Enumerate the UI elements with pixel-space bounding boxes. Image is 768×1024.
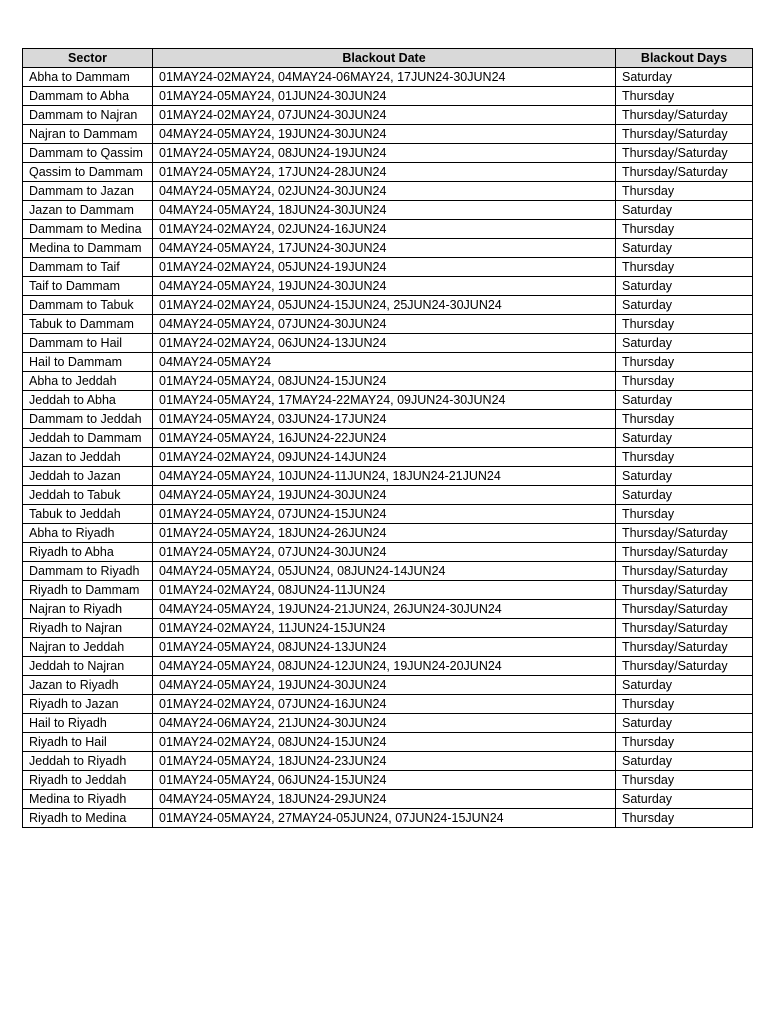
blackout-days-cell: Saturday (616, 239, 753, 258)
blackout-date-cell: 01MAY24-05MAY24, 01JUN24-30JUN24 (153, 87, 616, 106)
sector-cell: Riyadh to Najran (23, 619, 153, 638)
sector-cell: Abha to Riyadh (23, 524, 153, 543)
blackout-date-cell: 01MAY24-05MAY24, 08JUN24-15JUN24 (153, 372, 616, 391)
sector-cell: Taif to Dammam (23, 277, 153, 296)
blackout-date-cell: 04MAY24-06MAY24, 21JUN24-30JUN24 (153, 714, 616, 733)
blackout-days-cell: Thursday (616, 258, 753, 277)
table-row (23, 619, 753, 638)
blackout-days-cell: Thursday/Saturday (616, 581, 753, 600)
sector-cell: Jeddah to Riyadh (23, 752, 153, 771)
sector-cell: Dammam to Hail (23, 334, 153, 353)
blackout-date-cell: 01MAY24-05MAY24, 18JUN24-26JUN24 (153, 524, 616, 543)
blackout-date-cell: 01MAY24-02MAY24, 02JUN24-16JUN24 (153, 220, 616, 239)
blackout-date-cell: 01MAY24-02MAY24, 07JUN24-30JUN24 (153, 106, 616, 125)
blackout-date-cell: 04MAY24-05MAY24, 19JUN24-30JUN24 (153, 277, 616, 296)
blackout-days-cell: Thursday (616, 771, 753, 790)
table-row (23, 106, 753, 125)
table-row (23, 334, 753, 353)
table-row (23, 182, 753, 201)
blackout-days-cell: Saturday (616, 391, 753, 410)
table-row (23, 543, 753, 562)
blackout-date-cell: 01MAY24-02MAY24, 05JUN24-15JUN24, 25JUN24-30JUN24 (153, 296, 616, 315)
sector-cell: Dammam to Medina (23, 220, 153, 239)
blackout-date-cell: 01MAY24-02MAY24, 11JUN24-15JUN24 (153, 619, 616, 638)
sector-cell: Riyadh to Abha (23, 543, 153, 562)
blackout-days-cell: Thursday (616, 695, 753, 714)
blackout-date-cell: 04MAY24-05MAY24, 19JUN24-30JUN24 (153, 676, 616, 695)
blackout-days-cell: Thursday/Saturday (616, 562, 753, 581)
blackout-date-cell: 01MAY24-05MAY24, 08JUN24-13JUN24 (153, 638, 616, 657)
blackout-days-cell: Saturday (616, 334, 753, 353)
blackout-date-cell: 04MAY24-05MAY24, 17JUN24-30JUN24 (153, 239, 616, 258)
table-row (23, 790, 753, 809)
sector-cell: Tabuk to Jeddah (23, 505, 153, 524)
sector-cell: Jazan to Dammam (23, 201, 153, 220)
blackout-days-cell: Thursday/Saturday (616, 638, 753, 657)
table-row (23, 372, 753, 391)
table-row (23, 258, 753, 277)
blackout-date-cell: 01MAY24-05MAY24, 07JUN24-30JUN24 (153, 543, 616, 562)
blackout-date-cell: 04MAY24-05MAY24, 02JUN24-30JUN24 (153, 182, 616, 201)
sector-cell: Dammam to Jazan (23, 182, 153, 201)
table-row (23, 201, 753, 220)
blackout-days-cell: Thursday (616, 315, 753, 334)
blackout-date-cell: 04MAY24-05MAY24, 07JUN24-30JUN24 (153, 315, 616, 334)
blackout-date-cell: 01MAY24-02MAY24, 07JUN24-16JUN24 (153, 695, 616, 714)
blackout-date-cell: 01MAY24-05MAY24, 06JUN24-15JUN24 (153, 771, 616, 790)
table-row (23, 296, 753, 315)
table-row (23, 600, 753, 619)
blackout-days-cell: Saturday (616, 752, 753, 771)
table-row (23, 638, 753, 657)
table-row (23, 277, 753, 296)
blackout-date-cell: 04MAY24-05MAY24, 19JUN24-30JUN24 (153, 125, 616, 144)
sector-cell: Hail to Riyadh (23, 714, 153, 733)
header-sector: Sector (23, 49, 153, 68)
blackout-days-cell: Saturday (616, 277, 753, 296)
sector-cell: Qassim to Dammam (23, 163, 153, 182)
blackout-date-cell: 01MAY24-02MAY24, 08JUN24-15JUN24 (153, 733, 616, 752)
sector-cell: Dammam to Najran (23, 106, 153, 125)
blackout-table (22, 48, 753, 828)
table-row (23, 87, 753, 106)
sector-cell: Abha to Jeddah (23, 372, 153, 391)
blackout-days-cell: Saturday (616, 201, 753, 220)
table-row (23, 581, 753, 600)
blackout-date-cell: 01MAY24-05MAY24, 18JUN24-23JUN24 (153, 752, 616, 771)
blackout-date-cell: 01MAY24-05MAY24, 07JUN24-15JUN24 (153, 505, 616, 524)
blackout-days-cell: Thursday (616, 220, 753, 239)
table-row (23, 410, 753, 429)
table-row (23, 657, 753, 676)
sector-cell: Abha to Dammam (23, 68, 153, 87)
table-row (23, 125, 753, 144)
table-row (23, 315, 753, 334)
table-row (23, 163, 753, 182)
blackout-date-cell: 01MAY24-02MAY24, 04MAY24-06MAY24, 17JUN24-30JUN24 (153, 68, 616, 87)
sector-cell: Riyadh to Medina (23, 809, 153, 828)
blackout-days-cell: Saturday (616, 467, 753, 486)
blackout-date-cell: 04MAY24-05MAY24, 10JUN24-11JUN24, 18JUN24-21JUN24 (153, 467, 616, 486)
table-row (23, 809, 753, 828)
table-row (23, 239, 753, 258)
blackout-date-cell: 01MAY24-05MAY24, 27MAY24-05JUN24, 07JUN24-15JUN24 (153, 809, 616, 828)
sector-cell: Najran to Jeddah (23, 638, 153, 657)
sector-cell: Dammam to Jeddah (23, 410, 153, 429)
table-row (23, 144, 753, 163)
table-body (23, 68, 753, 828)
sector-cell: Riyadh to Jazan (23, 695, 153, 714)
blackout-date-cell: 01MAY24-05MAY24, 17MAY24-22MAY24, 09JUN24-30JUN24 (153, 391, 616, 410)
sector-cell: Tabuk to Dammam (23, 315, 153, 334)
blackout-date-cell: 01MAY24-02MAY24, 05JUN24-19JUN24 (153, 258, 616, 277)
blackout-days-cell: Thursday/Saturday (616, 524, 753, 543)
table-row (23, 220, 753, 239)
table-row (23, 486, 753, 505)
sector-cell: Jazan to Riyadh (23, 676, 153, 695)
blackout-days-cell: Thursday/Saturday (616, 106, 753, 125)
header-blackout-date: Blackout Date (153, 49, 616, 68)
blackout-days-cell: Thursday (616, 353, 753, 372)
sector-cell: Dammam to Tabuk (23, 296, 153, 315)
sector-cell: Dammam to Taif (23, 258, 153, 277)
table-row (23, 467, 753, 486)
table-row (23, 771, 753, 790)
blackout-days-cell: Thursday (616, 372, 753, 391)
sector-cell: Jeddah to Tabuk (23, 486, 153, 505)
blackout-days-cell: Saturday (616, 296, 753, 315)
header-row (23, 49, 753, 68)
blackout-days-cell: Thursday/Saturday (616, 657, 753, 676)
sector-cell: Medina to Riyadh (23, 790, 153, 809)
blackout-days-cell: Thursday/Saturday (616, 600, 753, 619)
sector-cell: Jazan to Jeddah (23, 448, 153, 467)
blackout-days-cell: Saturday (616, 429, 753, 448)
blackout-days-cell: Thursday (616, 733, 753, 752)
table-row (23, 695, 753, 714)
blackout-days-cell: Thursday/Saturday (616, 125, 753, 144)
sector-cell: Najran to Riyadh (23, 600, 153, 619)
table-row (23, 391, 753, 410)
blackout-days-cell: Thursday/Saturday (616, 543, 753, 562)
blackout-days-cell: Thursday (616, 410, 753, 429)
blackout-date-cell: 01MAY24-05MAY24, 08JUN24-19JUN24 (153, 144, 616, 163)
sector-cell: Jeddah to Najran (23, 657, 153, 676)
blackout-days-cell: Saturday (616, 68, 753, 87)
sector-cell: Jeddah to Abha (23, 391, 153, 410)
table-row (23, 505, 753, 524)
blackout-days-cell: Thursday (616, 182, 753, 201)
blackout-date-cell: 01MAY24-02MAY24, 06JUN24-13JUN24 (153, 334, 616, 353)
blackout-days-cell: Thursday/Saturday (616, 163, 753, 182)
blackout-days-cell: Saturday (616, 790, 753, 809)
sector-cell: Dammam to Riyadh (23, 562, 153, 581)
table-row (23, 524, 753, 543)
header-blackout-days: Blackout Days (616, 49, 753, 68)
blackout-date-cell: 01MAY24-05MAY24, 16JUN24-22JUN24 (153, 429, 616, 448)
table-row (23, 733, 753, 752)
blackout-date-cell: 04MAY24-05MAY24, 05JUN24, 08JUN24-14JUN24 (153, 562, 616, 581)
sector-cell: Riyadh to Hail (23, 733, 153, 752)
blackout-date-cell: 01MAY24-05MAY24, 03JUN24-17JUN24 (153, 410, 616, 429)
blackout-days-cell: Saturday (616, 676, 753, 695)
blackout-date-cell: 01MAY24-05MAY24, 17JUN24-28JUN24 (153, 163, 616, 182)
blackout-days-cell: Thursday/Saturday (616, 619, 753, 638)
table-row (23, 714, 753, 733)
blackout-days-cell: Saturday (616, 714, 753, 733)
table-row (23, 448, 753, 467)
blackout-date-cell: 04MAY24-05MAY24, 18JUN24-30JUN24 (153, 201, 616, 220)
blackout-days-cell: Thursday (616, 505, 753, 524)
sector-cell: Dammam to Qassim (23, 144, 153, 163)
sector-cell: Medina to Dammam (23, 239, 153, 258)
blackout-date-cell: 04MAY24-05MAY24 (153, 353, 616, 372)
sector-cell: Riyadh to Jeddah (23, 771, 153, 790)
table-row (23, 752, 753, 771)
blackout-days-cell: Saturday (616, 486, 753, 505)
sector-cell: Najran to Dammam (23, 125, 153, 144)
blackout-date-cell: 01MAY24-02MAY24, 09JUN24-14JUN24 (153, 448, 616, 467)
sector-cell: Riyadh to Dammam (23, 581, 153, 600)
table-row (23, 562, 753, 581)
blackout-days-cell: Thursday (616, 448, 753, 467)
blackout-date-cell: 04MAY24-05MAY24, 19JUN24-30JUN24 (153, 486, 616, 505)
blackout-date-cell: 04MAY24-05MAY24, 18JUN24-29JUN24 (153, 790, 616, 809)
sector-cell: Hail to Dammam (23, 353, 153, 372)
blackout-days-cell: Thursday/Saturday (616, 144, 753, 163)
table-row (23, 68, 753, 87)
sector-cell: Jeddah to Dammam (23, 429, 153, 448)
sector-cell: Jeddah to Jazan (23, 467, 153, 486)
blackout-days-cell: Thursday (616, 809, 753, 828)
blackout-date-cell: 01MAY24-02MAY24, 08JUN24-11JUN24 (153, 581, 616, 600)
blackout-days-cell: Thursday (616, 87, 753, 106)
sector-cell: Dammam to Abha (23, 87, 153, 106)
table-header (23, 49, 753, 68)
table-row (23, 429, 753, 448)
table-row (23, 676, 753, 695)
blackout-date-cell: 04MAY24-05MAY24, 19JUN24-21JUN24, 26JUN24-30JUN24 (153, 600, 616, 619)
blackout-date-cell: 04MAY24-05MAY24, 08JUN24-12JUN24, 19JUN24-20JUN24 (153, 657, 616, 676)
table-row (23, 353, 753, 372)
